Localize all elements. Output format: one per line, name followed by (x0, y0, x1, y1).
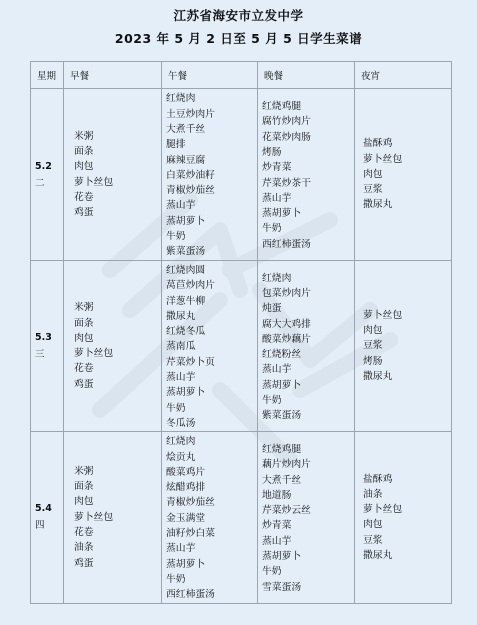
dish-item: 萝卜丝包 (74, 176, 114, 188)
dish-list (359, 136, 451, 212)
dish-item: 土豆炒肉片 (166, 108, 215, 120)
dish-item: 蒸胡萝卜 (262, 379, 302, 391)
date-label: 5.4 (35, 503, 52, 515)
dish-item: 盐酥鸡 (363, 138, 393, 150)
dish-item: 蒸胡萝卜 (166, 387, 206, 399)
dish-item: 萝卜丝包 (363, 309, 403, 321)
lunch-cell (162, 432, 258, 603)
dish-item: 萝卜丝包 (363, 504, 403, 516)
column-header-breakfast: 早餐 (64, 62, 162, 89)
dish-item: 大煮千丝 (262, 474, 302, 486)
dish-item: 花菜炒肉肠 (262, 131, 311, 143)
dish-item: 油籽炒白菜 (166, 528, 215, 540)
dinner-cell (258, 432, 355, 603)
dish-list (262, 97, 354, 252)
day-cell (31, 261, 64, 432)
dish-item: 肉包 (363, 519, 383, 531)
page-subtitle: 2023 年 5 月 2 日至 5 月 5 日学生菜谱 (114, 31, 363, 46)
dish-item: 蒸胡萝卜 (166, 558, 206, 570)
dish-item: 面条 (74, 317, 94, 329)
column-header-dinner: 晚餐 (258, 62, 355, 89)
dish-item: 藕片炒肉片 (262, 459, 311, 471)
dish-item: 腐竹炒肉片 (262, 116, 311, 128)
breakfast-cell (64, 89, 162, 261)
dish-item: 红烧肉 (166, 93, 196, 105)
dish-item: 红烧粉丝 (262, 349, 302, 361)
dish-item: 炒青菜 (262, 162, 292, 174)
dish-list (166, 261, 257, 431)
dish-item: 油条 (363, 488, 383, 500)
day-cell (31, 89, 64, 261)
dish-item: 牛奶 (262, 566, 282, 578)
dish-item: 白菜炒油籽 (166, 169, 215, 181)
dish-item: 西红柿蛋汤 (262, 238, 311, 250)
dish-item: 肉包 (74, 496, 94, 508)
column-header-night: 夜宵 (355, 62, 452, 89)
menu-table (30, 61, 452, 604)
dish-item: 萝卜丝包 (363, 153, 403, 165)
dish-item: 红烧冬瓜 (166, 326, 206, 338)
dish-item: 炫醋鸡排 (166, 482, 206, 494)
dish-item: 青椒炒茄丝 (166, 185, 215, 197)
dish-item: 蒸山芋 (166, 543, 196, 555)
dish-item: 豆浆 (363, 184, 383, 196)
dish-item: 蒸山芋 (166, 372, 196, 384)
dish-item: 烩贡丸 (166, 451, 196, 463)
weekday-label: 四 (35, 520, 45, 532)
dish-list (166, 89, 257, 259)
dish-item: 花卷 (74, 191, 94, 203)
dish-item: 红烧肉圆 (166, 265, 206, 276)
dish-item: 蒸山芋 (262, 535, 292, 547)
dish-item: 酸菜鸡片 (166, 466, 206, 478)
dish-item: 西红柿蛋汤 (166, 589, 215, 601)
column-header-weekday: 星期 (31, 62, 64, 89)
dish-item: 烤肠 (262, 146, 282, 158)
dish-item: 鸡蛋 (74, 557, 94, 569)
dish-item: 蒸南瓜 (166, 341, 196, 353)
dish-item: 冬瓜汤 (166, 417, 196, 429)
dish-item: 烤肠 (363, 355, 383, 367)
dish-item: 洋葱牛柳 (166, 295, 206, 307)
dish-item: 芹菜炒卜页 (166, 356, 215, 368)
dish-list (262, 440, 354, 595)
dish-item: 红烧鸡腿 (262, 101, 302, 113)
page-title: 江苏省海安市立发中学 (173, 8, 304, 23)
dish-item: 撒尿丸 (363, 371, 393, 383)
dish-list (68, 129, 161, 221)
dish-item: 萝卜丝包 (74, 511, 114, 523)
dish-item: 酸菜炒藕片 (262, 333, 311, 345)
lunch-cell (162, 261, 258, 432)
dish-item: 米粥 (74, 465, 94, 477)
weekday-label: 三 (35, 349, 45, 361)
dish-item: 包菜炒肉片 (262, 287, 311, 299)
dish-item: 撒尿丸 (363, 549, 393, 561)
dish-item: 芹菜炒茶干 (262, 177, 311, 189)
breakfast-cell (64, 432, 162, 603)
header-row (31, 62, 452, 89)
dinner-cell (258, 89, 355, 261)
dish-list (359, 472, 451, 564)
dish-item: 肉包 (363, 325, 383, 337)
dish-item: 金玉满堂 (166, 512, 206, 524)
dish-item: 肉包 (363, 168, 383, 180)
day-cell (31, 432, 64, 603)
table-row (31, 261, 452, 432)
dish-item: 青椒炒茄丝 (166, 497, 215, 509)
dish-item: 芹菜炒云丝 (262, 505, 311, 517)
night-cell (355, 261, 452, 432)
date-label: 5.3 (35, 332, 52, 344)
dish-item: 油条 (74, 542, 94, 554)
breakfast-cell (64, 261, 162, 432)
lunch-cell (162, 89, 258, 261)
dish-item: 蒸胡萝卜 (262, 208, 302, 220)
column-header-lunch: 午餐 (162, 62, 258, 89)
dish-list (68, 300, 161, 392)
weekday-label: 二 (35, 177, 45, 189)
dish-item: 牛奶 (166, 402, 186, 414)
dish-item: 莴苣炒肉片 (166, 280, 215, 292)
dish-item: 面条 (74, 481, 94, 493)
dish-item: 盐酥鸡 (363, 473, 393, 485)
night-cell (355, 89, 452, 261)
table-row (31, 89, 452, 261)
dish-list (262, 269, 354, 424)
date-label: 5.2 (35, 160, 52, 172)
dish-item: 花卷 (74, 527, 94, 539)
dish-item: 鸡蛋 (74, 207, 94, 219)
dish-item: 牛奶 (166, 231, 186, 243)
dish-item: 肉包 (74, 332, 94, 344)
dish-item: 炖蛋 (262, 303, 282, 315)
dish-item: 雪菜蛋汤 (262, 581, 302, 593)
dish-item: 地道肠 (262, 489, 292, 501)
dish-item: 肉包 (74, 161, 94, 173)
dish-item: 萝卜丝包 (74, 348, 114, 360)
dish-item: 豆浆 (363, 340, 383, 352)
dish-item: 蒸山芋 (166, 200, 196, 212)
dish-item: 蒸胡萝卜 (166, 215, 206, 227)
dish-item: 紫菜蛋汤 (166, 246, 206, 258)
dish-item: 牛奶 (166, 573, 186, 585)
dish-list (166, 432, 257, 602)
dish-item: 撒尿丸 (363, 199, 393, 211)
table-row (31, 432, 452, 603)
dish-item: 麻辣豆腐 (166, 154, 206, 166)
dish-item: 红烧肉 (262, 272, 292, 284)
dish-item: 米粥 (74, 130, 94, 142)
dinner-cell (258, 261, 355, 432)
dish-item: 大煮千丝 (166, 123, 206, 135)
dish-item: 红烧肉 (166, 436, 196, 448)
dish-item: 蒸山芋 (262, 364, 292, 376)
dish-item: 蒸胡萝卜 (262, 550, 302, 562)
dish-item: 腿排 (166, 139, 186, 151)
dish-item: 红烧鸡腿 (262, 443, 302, 455)
dish-item: 腐大大鸡排 (262, 318, 311, 330)
dish-item: 紫菜蛋汤 (262, 410, 302, 422)
dish-item: 牛奶 (262, 223, 282, 235)
dish-item: 面条 (74, 145, 94, 157)
dish-item: 蒸山芋 (262, 192, 292, 204)
dish-item: 米粥 (74, 302, 94, 314)
dish-item: 撒尿丸 (166, 310, 196, 322)
dish-list (68, 464, 161, 571)
dish-item: 牛奶 (262, 395, 282, 407)
dish-item: 鸡蛋 (74, 378, 94, 390)
dish-item: 花卷 (74, 363, 94, 375)
dish-list (359, 308, 451, 384)
dish-item: 炒青菜 (262, 520, 292, 532)
night-cell (355, 432, 452, 603)
dish-item: 豆浆 (363, 534, 383, 546)
